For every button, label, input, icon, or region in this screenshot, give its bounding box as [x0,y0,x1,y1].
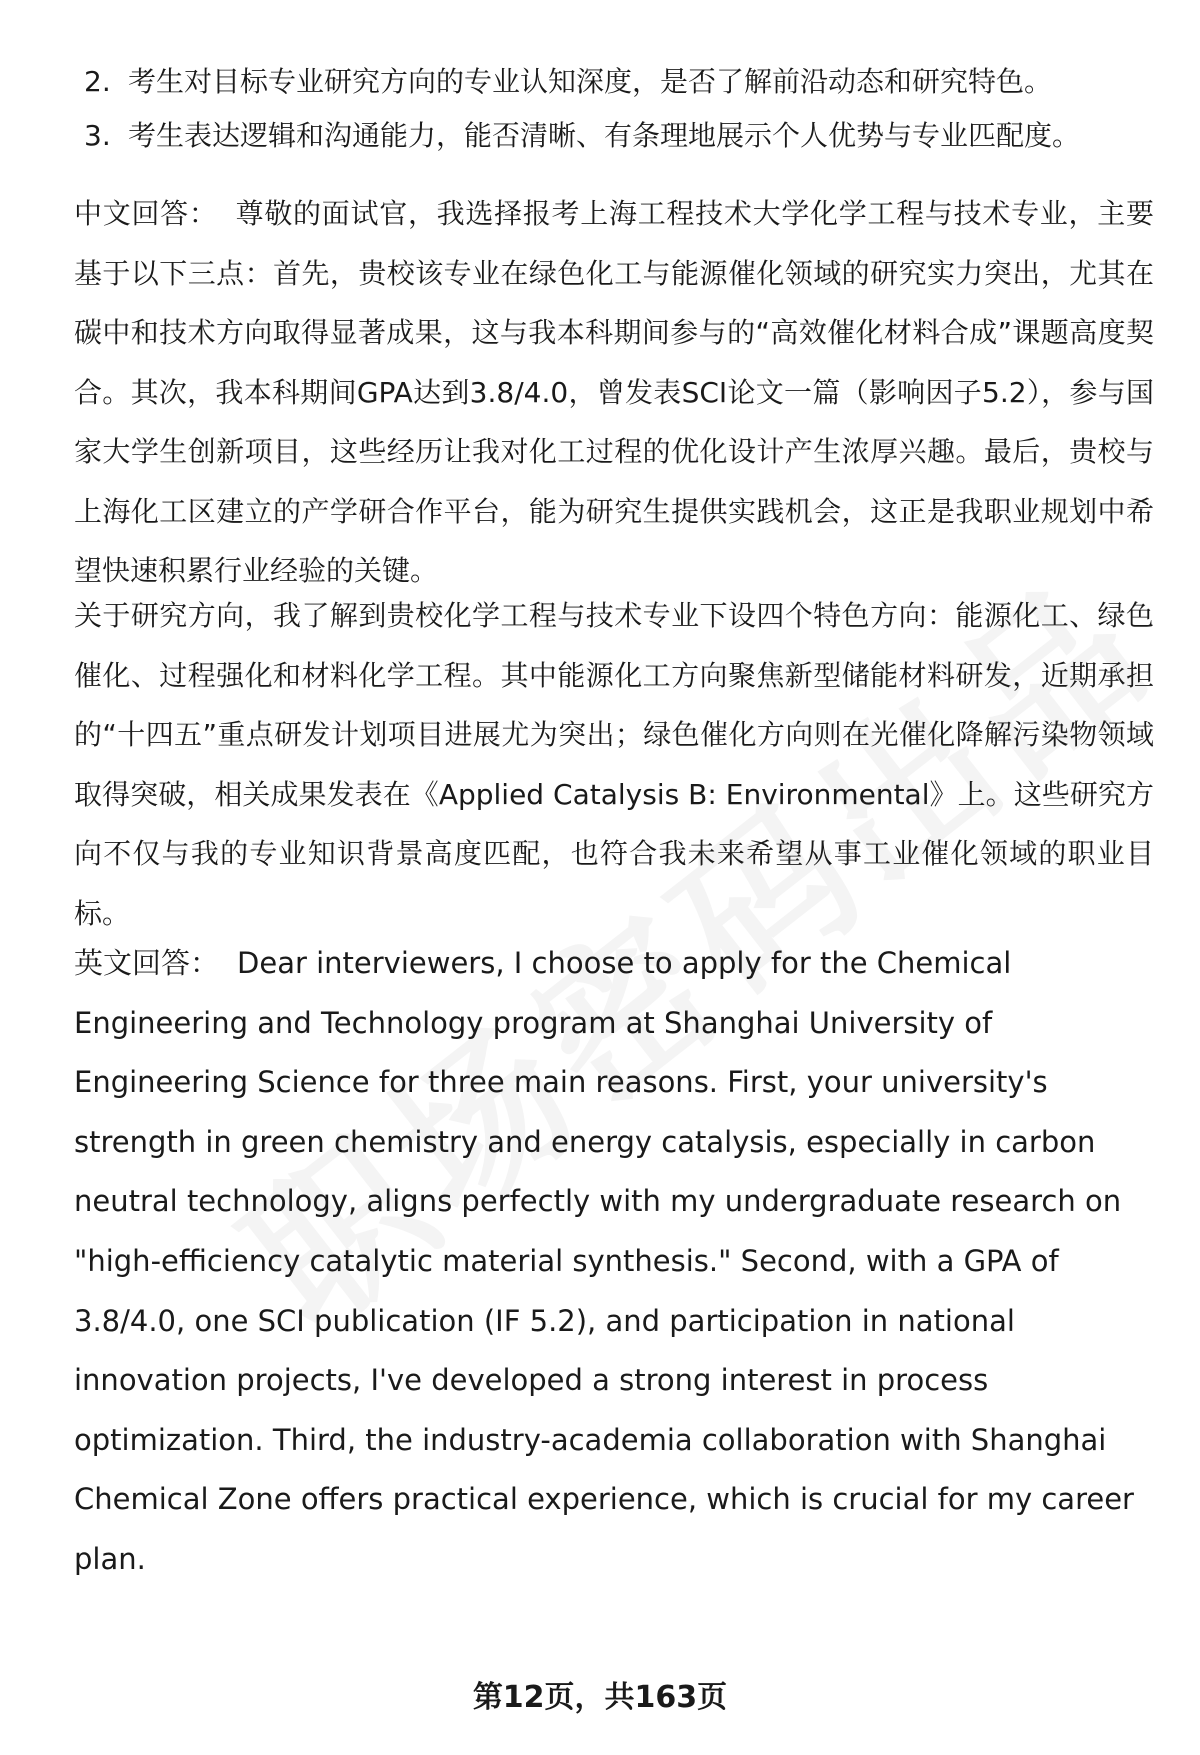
list-item-number: 2. [84,65,111,98]
english-answer-label: 英文回答： [74,946,220,980]
list-item [84,116,1080,156]
english-answer-text: Dear interviewers, I choose to apply for the Chemical Engineering and Technology program at Shanghai University of Engineering Science for three main reasons. First, your university's strength in green chemistry and energy catalysis, especially in carbon neutral technology, aligns perfectly with my undergraduate research on "high-efficiency catalytic material synthesis." Second, with a GPA of 3.8/4.0, one SCI publication (IF 5.2), and participation in national innovation projects, I've developed a strong interest in process optimization. Third, the industry-academia collaboration with Shanghai Chemical Zone offers practical experience, which is crucial for my career plan. [74,946,1134,1576]
chinese-answer-paragraph [74,184,1154,601]
research-direction-paragraph [74,586,1154,943]
list-item-text: 考生对目标专业研究方向的专业认知深度，是否了解前沿动态和研究特色。 [128,65,1053,98]
chinese-answer-text: 尊敬的面试官，我选择报考上海工程技术大学化学工程与技术专业，主要基于以下三点：首先，贵校该专业在绿色化工与能源催化领域的研究实力突出，尤其在碳中和技术方向取得显著成果，这与我本科期间参与的“高效催化材料合成”课题高度契合。其次，我本科期间GPA达到3.8/4.0，曾发表SCI论文一篇（影响因子5.2），参与国家大学生创新项目，这些经历让我对化工过程的优化设计产生浓厚兴趣。最后，贵校与上海化工区建立的产学研合作平台，能为研究生提供实践机会，这正是我职业规划中希望快速积累行业经验的关键。 [74,197,1154,587]
english-answer-paragraph [74,934,1154,1590]
list-item-text: 考生表达逻辑和沟通能力，能否清晰、有条理地展示个人优势与专业匹配度。 [128,119,1081,152]
chinese-answer-label: 中文回答： [74,197,218,230]
page-number-footer: 第12页，共163页 [472,1680,728,1715]
research-direction-text: 关于研究方向，我了解到贵校化学工程与技术专业下设四个特色方向：能源化工、绿色催化、过程强化和材料化学工程。其中能源化工方向聚焦新型储能材料研发，近期承担的“十四五”重点研发计划项目进展尤为突出；绿色催化方向则在光催化降解污染物领域取得突破，相关成果发表在《Applied Catalysis B: Environmental》上。这些研究方向不仅与我的专业知识背景高度匹配，也符合我未来希望从事工业催化领域的职业目标。 [74,599,1154,930]
list-item-number: 3. [84,119,111,152]
list-item [84,62,1052,102]
